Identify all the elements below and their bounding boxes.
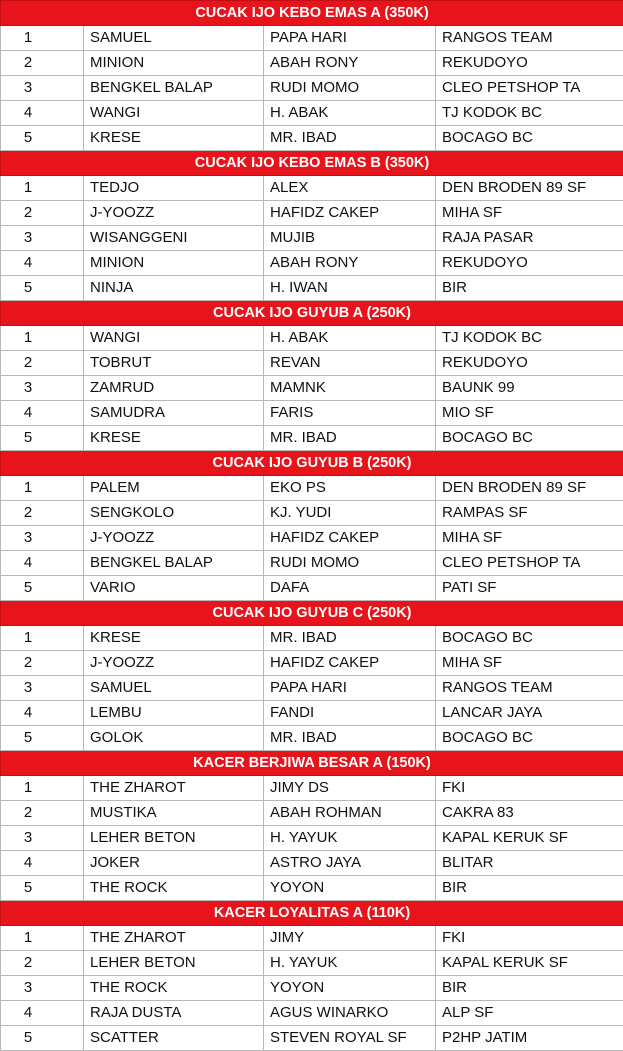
rank-cell: 1 (1, 776, 84, 801)
bird-name-cell: J-YOOZZ (84, 526, 264, 551)
team-cell: TJ KODOK BC (436, 326, 623, 351)
table-row (1, 626, 623, 651)
rank-cell: 4 (1, 101, 84, 126)
table-row (1, 851, 623, 876)
results-table-body (1, 1, 623, 1051)
team-cell: CAKRA 83 (436, 801, 623, 826)
owner-cell: AGUS WINARKO (264, 1001, 436, 1026)
table-row (1, 51, 623, 76)
section-header-row (1, 451, 623, 476)
table-row (1, 476, 623, 501)
table-row (1, 976, 623, 1001)
table-row (1, 776, 623, 801)
owner-cell: H. ABAK (264, 326, 436, 351)
owner-cell: ABAH RONY (264, 251, 436, 276)
bird-name-cell: J-YOOZZ (84, 651, 264, 676)
owner-cell: RUDI MOMO (264, 76, 436, 101)
bird-name-cell: ZAMRUD (84, 376, 264, 401)
section-header-row (1, 151, 623, 176)
owner-cell: MUJIB (264, 226, 436, 251)
section-header-row (1, 301, 623, 326)
table-row (1, 1001, 623, 1026)
rank-cell: 5 (1, 576, 84, 601)
team-cell: RANGOS TEAM (436, 26, 623, 51)
bird-name-cell: BENGKEL BALAP (84, 76, 264, 101)
table-row (1, 551, 623, 576)
section-title: CUCAK IJO GUYUB C (250K) (1, 601, 623, 626)
table-row (1, 826, 623, 851)
table-row (1, 76, 623, 101)
table-row (1, 226, 623, 251)
owner-cell: PAPA HARI (264, 26, 436, 51)
owner-cell: EKO PS (264, 476, 436, 501)
owner-cell: H. YAYUK (264, 951, 436, 976)
bird-name-cell: WANGI (84, 326, 264, 351)
bird-name-cell: THE ROCK (84, 976, 264, 1001)
rank-cell: 5 (1, 126, 84, 151)
rank-cell: 1 (1, 326, 84, 351)
table-row (1, 326, 623, 351)
rank-cell: 2 (1, 351, 84, 376)
team-cell: DEN BRODEN 89 SF (436, 176, 623, 201)
bird-name-cell: KRESE (84, 126, 264, 151)
owner-cell: MR. IBAD (264, 426, 436, 451)
team-cell: KAPAL KERUK SF (436, 826, 623, 851)
table-row (1, 426, 623, 451)
rank-cell: 2 (1, 951, 84, 976)
bird-name-cell: LEMBU (84, 701, 264, 726)
rank-cell: 3 (1, 826, 84, 851)
bird-name-cell: VARIO (84, 576, 264, 601)
table-row (1, 576, 623, 601)
owner-cell: YOYON (264, 876, 436, 901)
section-title: CUCAK IJO KEBO EMAS A (350K) (1, 1, 623, 26)
owner-cell: YOYON (264, 976, 436, 1001)
table-row (1, 351, 623, 376)
rank-cell: 2 (1, 651, 84, 676)
bird-name-cell: MINION (84, 251, 264, 276)
bird-name-cell: TOBRUT (84, 351, 264, 376)
rank-cell: 4 (1, 401, 84, 426)
team-cell: RANGOS TEAM (436, 676, 623, 701)
bird-name-cell: THE ZHAROT (84, 776, 264, 801)
table-row (1, 526, 623, 551)
owner-cell: HAFIDZ CAKEP (264, 526, 436, 551)
bird-name-cell: SAMUEL (84, 676, 264, 701)
team-cell: BIR (436, 876, 623, 901)
team-cell: BOCAGO BC (436, 126, 623, 151)
section-title: KACER BERJIWA BESAR A (150K) (1, 751, 623, 776)
bird-name-cell: KRESE (84, 426, 264, 451)
table-row (1, 701, 623, 726)
section-title: CUCAK IJO KEBO EMAS B (350K) (1, 151, 623, 176)
rank-cell: 1 (1, 626, 84, 651)
owner-cell: H. ABAK (264, 101, 436, 126)
bird-name-cell: WANGI (84, 101, 264, 126)
bird-name-cell: KRESE (84, 626, 264, 651)
owner-cell: JIMY DS (264, 776, 436, 801)
team-cell: RAMPAS SF (436, 501, 623, 526)
owner-cell: ASTRO JAYA (264, 851, 436, 876)
team-cell: LANCAR JAYA (436, 701, 623, 726)
bird-name-cell: THE ZHAROT (84, 926, 264, 951)
owner-cell: MR. IBAD (264, 726, 436, 751)
table-row (1, 201, 623, 226)
owner-cell: JIMY (264, 926, 436, 951)
bird-name-cell: SAMUDRA (84, 401, 264, 426)
team-cell: MIHA SF (436, 201, 623, 226)
team-cell: ALP SF (436, 1001, 623, 1026)
owner-cell: DAFA (264, 576, 436, 601)
bird-name-cell: GOLOK (84, 726, 264, 751)
team-cell: RAJA PASAR (436, 226, 623, 251)
rank-cell: 3 (1, 676, 84, 701)
table-row (1, 376, 623, 401)
owner-cell: ABAH ROHMAN (264, 801, 436, 826)
table-row (1, 176, 623, 201)
bird-name-cell: MINION (84, 51, 264, 76)
owner-cell: ABAH RONY (264, 51, 436, 76)
table-row (1, 401, 623, 426)
section-header-row (1, 901, 623, 926)
team-cell: TJ KODOK BC (436, 101, 623, 126)
table-row (1, 276, 623, 301)
table-row (1, 876, 623, 901)
rank-cell: 4 (1, 551, 84, 576)
team-cell: BIR (436, 276, 623, 301)
rank-cell: 4 (1, 251, 84, 276)
table-row (1, 251, 623, 276)
rank-cell: 2 (1, 501, 84, 526)
bird-name-cell: LEHER BETON (84, 951, 264, 976)
owner-cell: FANDI (264, 701, 436, 726)
team-cell: BIR (436, 976, 623, 1001)
owner-cell: STEVEN ROYAL SF (264, 1026, 436, 1051)
rank-cell: 5 (1, 876, 84, 901)
rank-cell: 1 (1, 26, 84, 51)
rank-cell: 3 (1, 526, 84, 551)
rank-cell: 2 (1, 801, 84, 826)
rank-cell: 3 (1, 76, 84, 101)
team-cell: FKI (436, 926, 623, 951)
section-header-row (1, 1, 623, 26)
team-cell: MIHA SF (436, 526, 623, 551)
bird-name-cell: J-YOOZZ (84, 201, 264, 226)
bird-name-cell: PALEM (84, 476, 264, 501)
bird-name-cell: LEHER BETON (84, 826, 264, 851)
team-cell: P2HP JATIM (436, 1026, 623, 1051)
rank-cell: 4 (1, 1001, 84, 1026)
rank-cell: 1 (1, 926, 84, 951)
rank-cell: 3 (1, 226, 84, 251)
rank-cell: 4 (1, 851, 84, 876)
bird-name-cell: WISANGGENI (84, 226, 264, 251)
rank-cell: 5 (1, 1026, 84, 1051)
rank-cell: 5 (1, 726, 84, 751)
table-row (1, 676, 623, 701)
section-title: KACER LOYALITAS A (110K) (1, 901, 623, 926)
owner-cell: HAFIDZ CAKEP (264, 651, 436, 676)
bird-name-cell: SENGKOLO (84, 501, 264, 526)
team-cell: BOCAGO BC (436, 626, 623, 651)
team-cell: KAPAL KERUK SF (436, 951, 623, 976)
table-row (1, 26, 623, 51)
team-cell: FKI (436, 776, 623, 801)
team-cell: MIO SF (436, 401, 623, 426)
team-cell: DEN BRODEN 89 SF (436, 476, 623, 501)
owner-cell: MAMNK (264, 376, 436, 401)
table-row (1, 1026, 623, 1051)
owner-cell: RUDI MOMO (264, 551, 436, 576)
bird-name-cell: RAJA DUSTA (84, 1001, 264, 1026)
table-row (1, 126, 623, 151)
bird-name-cell: THE ROCK (84, 876, 264, 901)
rank-cell: 5 (1, 276, 84, 301)
section-header-row (1, 751, 623, 776)
bird-name-cell: NINJA (84, 276, 264, 301)
bird-name-cell: JOKER (84, 851, 264, 876)
team-cell: MIHA SF (436, 651, 623, 676)
owner-cell: H. YAYUK (264, 826, 436, 851)
team-cell: PATI SF (436, 576, 623, 601)
rank-cell: 2 (1, 51, 84, 76)
owner-cell: MR. IBAD (264, 626, 436, 651)
rank-cell: 4 (1, 701, 84, 726)
rank-cell: 1 (1, 476, 84, 501)
bird-name-cell: MUSTIKA (84, 801, 264, 826)
section-header-row (1, 601, 623, 626)
owner-cell: KJ. YUDI (264, 501, 436, 526)
rank-cell: 3 (1, 976, 84, 1001)
owner-cell: H. IWAN (264, 276, 436, 301)
rank-cell: 2 (1, 201, 84, 226)
team-cell: REKUDOYO (436, 251, 623, 276)
team-cell: BOCAGO BC (436, 426, 623, 451)
owner-cell: HAFIDZ CAKEP (264, 201, 436, 226)
rank-cell: 1 (1, 176, 84, 201)
table-row (1, 926, 623, 951)
bird-name-cell: SCATTER (84, 1026, 264, 1051)
team-cell: CLEO PETSHOP TA (436, 76, 623, 101)
team-cell: CLEO PETSHOP TA (436, 551, 623, 576)
table-row (1, 726, 623, 751)
table-row (1, 651, 623, 676)
team-cell: BAUNK 99 (436, 376, 623, 401)
owner-cell: PAPA HARI (264, 676, 436, 701)
owner-cell: MR. IBAD (264, 126, 436, 151)
section-title: CUCAK IJO GUYUB B (250K) (1, 451, 623, 476)
team-cell: BOCAGO BC (436, 726, 623, 751)
section-title: CUCAK IJO GUYUB A (250K) (1, 301, 623, 326)
table-row (1, 801, 623, 826)
table-row (1, 101, 623, 126)
rank-cell: 3 (1, 376, 84, 401)
bird-name-cell: SAMUEL (84, 26, 264, 51)
table-row (1, 501, 623, 526)
table-row (1, 951, 623, 976)
team-cell: REKUDOYO (436, 51, 623, 76)
team-cell: BLITAR (436, 851, 623, 876)
bird-name-cell: BENGKEL BALAP (84, 551, 264, 576)
team-cell: REKUDOYO (436, 351, 623, 376)
owner-cell: ALEX (264, 176, 436, 201)
owner-cell: REVAN (264, 351, 436, 376)
owner-cell: FARIS (264, 401, 436, 426)
rank-cell: 5 (1, 426, 84, 451)
bird-name-cell: TEDJO (84, 176, 264, 201)
